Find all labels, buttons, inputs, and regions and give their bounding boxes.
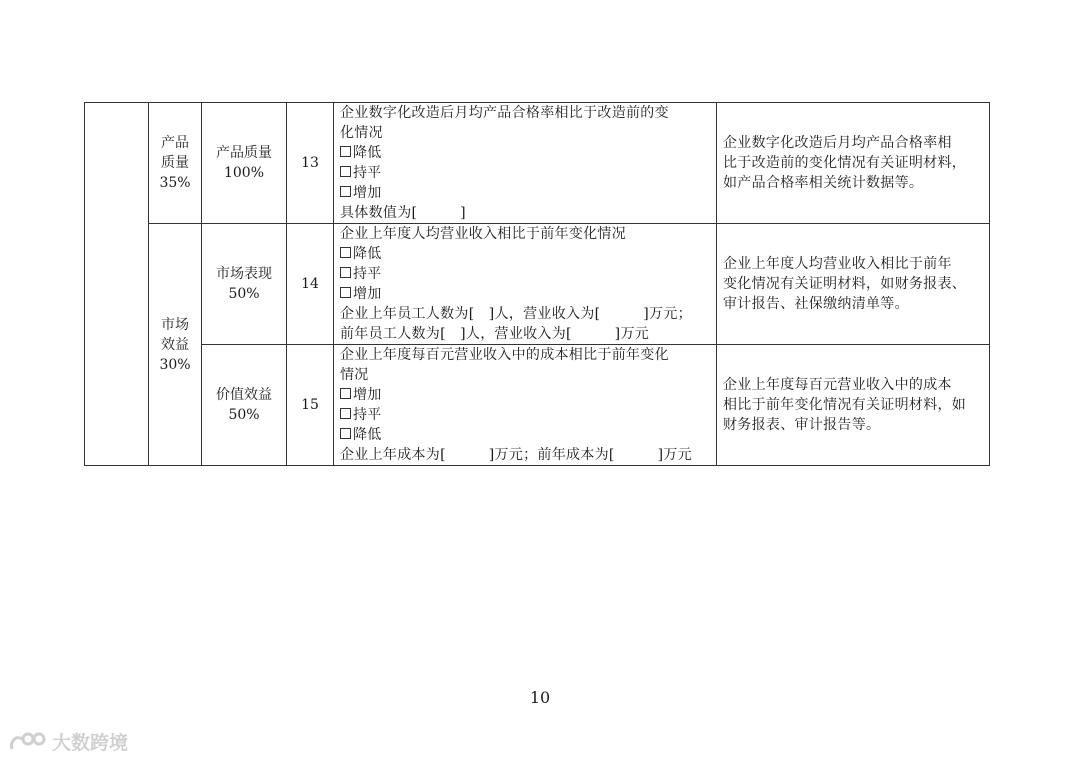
- fill-blank-field[interactable]: 具体数值为[ ]: [340, 205, 466, 221]
- watermark-text: 大数跨境: [52, 732, 129, 754]
- watermark: [8, 728, 128, 755]
- evidence-text: 企业上年度人均营业收入相比于前年: [723, 256, 952, 272]
- indicator-weight: 50%: [228, 407, 260, 423]
- table-row-14: [85, 224, 990, 345]
- item-number: 15: [287, 345, 334, 466]
- evaluation-table: [84, 102, 990, 466]
- fill-blank-field[interactable]: 企业上年员工人数为[ ]人，营业收入为[ ]万元；: [340, 306, 692, 322]
- question-cell: [334, 345, 717, 466]
- checkbox-icon[interactable]: [340, 428, 351, 439]
- category-cell: [149, 224, 202, 466]
- evidence-text: 如产品合格率相关统计数据等。: [723, 175, 924, 191]
- option-label: 降低: [353, 246, 382, 262]
- category-label: 市场: [161, 316, 189, 333]
- question-text: 情况: [340, 367, 369, 383]
- category-cell: [149, 103, 202, 224]
- option-flat[interactable]: [340, 405, 710, 425]
- fill-blank-field[interactable]: 企业上年成本为[ ]万元；前年成本为[ ]万元: [340, 447, 692, 463]
- option-decrease[interactable]: [340, 244, 710, 264]
- checkbox-icon[interactable]: [340, 247, 351, 258]
- indicator-cell: [202, 345, 287, 466]
- option-decrease[interactable]: [340, 425, 710, 445]
- option-increase[interactable]: [340, 284, 710, 304]
- dimension-cell: [85, 103, 149, 466]
- option-increase[interactable]: [340, 385, 710, 405]
- category-label: 产品: [161, 135, 189, 151]
- indicator-cell: [202, 103, 287, 224]
- option-label: 增加: [353, 286, 382, 302]
- indicator-cell: [202, 224, 287, 345]
- indicator-label: 价值效益: [216, 387, 272, 403]
- option-label: 降低: [353, 145, 382, 161]
- evidence-text: 企业上年度每百元营业收入中的成本: [723, 377, 952, 393]
- indicator-weight: 100%: [223, 165, 265, 181]
- checkbox-icon[interactable]: [340, 146, 351, 157]
- table-row-13: [85, 103, 990, 224]
- indicator-label: 产品质量: [216, 145, 272, 161]
- evidence-cell: [717, 345, 990, 466]
- category-label: 质量: [161, 155, 189, 171]
- option-flat[interactable]: [340, 264, 710, 284]
- category-weight: 35%: [159, 175, 191, 191]
- option-label: 持平: [353, 266, 382, 282]
- evidence-text: 审计报告、社保缴纳清单等。: [723, 296, 909, 312]
- question-cell: [334, 103, 717, 224]
- option-flat[interactable]: [340, 163, 710, 183]
- indicator-label: 市场表现: [216, 266, 272, 282]
- checkbox-icon[interactable]: [340, 388, 351, 399]
- checkbox-icon[interactable]: [340, 186, 351, 197]
- question-cell: [334, 224, 717, 345]
- category-weight: 30%: [159, 356, 191, 373]
- evidence-text: 财务报表、审计报告等。: [723, 417, 881, 433]
- table-row-15: [85, 345, 990, 466]
- item-number: 14: [287, 224, 334, 345]
- indicator-weight: 50%: [228, 286, 260, 302]
- question-text: 企业上年度每百元营业收入中的成本相比于前年变化: [340, 347, 669, 363]
- question-text: 企业数字化改造后月均产品合格率相比于改造前的变: [340, 105, 669, 121]
- evidence-cell: [717, 224, 990, 345]
- item-number: 13: [287, 103, 334, 224]
- option-label: 降低: [353, 427, 382, 443]
- page-number: 10: [529, 688, 551, 707]
- question-text: 企业上年度人均营业收入相比于前年变化情况: [340, 226, 626, 242]
- watermark-logo-icon: [8, 731, 48, 753]
- question-text: 化情况: [340, 125, 383, 141]
- checkbox-icon[interactable]: [340, 408, 351, 419]
- checkbox-icon[interactable]: [340, 166, 351, 177]
- option-label: 增加: [353, 387, 382, 403]
- option-label: 增加: [353, 185, 382, 201]
- evidence-text: 企业数字化改造后月均产品合格率相: [723, 135, 952, 151]
- evidence-text: 变化情况有关证明材料，如财务报表、: [723, 276, 967, 292]
- option-decrease[interactable]: [340, 143, 710, 163]
- option-label: 持平: [353, 407, 382, 423]
- evidence-text: 比于改造前的变化情况有关证明材料，: [723, 155, 967, 171]
- checkbox-icon[interactable]: [340, 287, 351, 298]
- option-increase[interactable]: [340, 183, 710, 203]
- category-label: 效益: [161, 336, 189, 353]
- fill-blank-field[interactable]: 前年员工人数为[ ]人，营业收入为[ ]万元: [340, 326, 650, 342]
- checkbox-icon[interactable]: [340, 267, 351, 278]
- evidence-cell: [717, 103, 990, 224]
- option-label: 持平: [353, 165, 382, 181]
- evidence-text: 相比于前年变化情况有关证明材料，如: [723, 397, 967, 413]
